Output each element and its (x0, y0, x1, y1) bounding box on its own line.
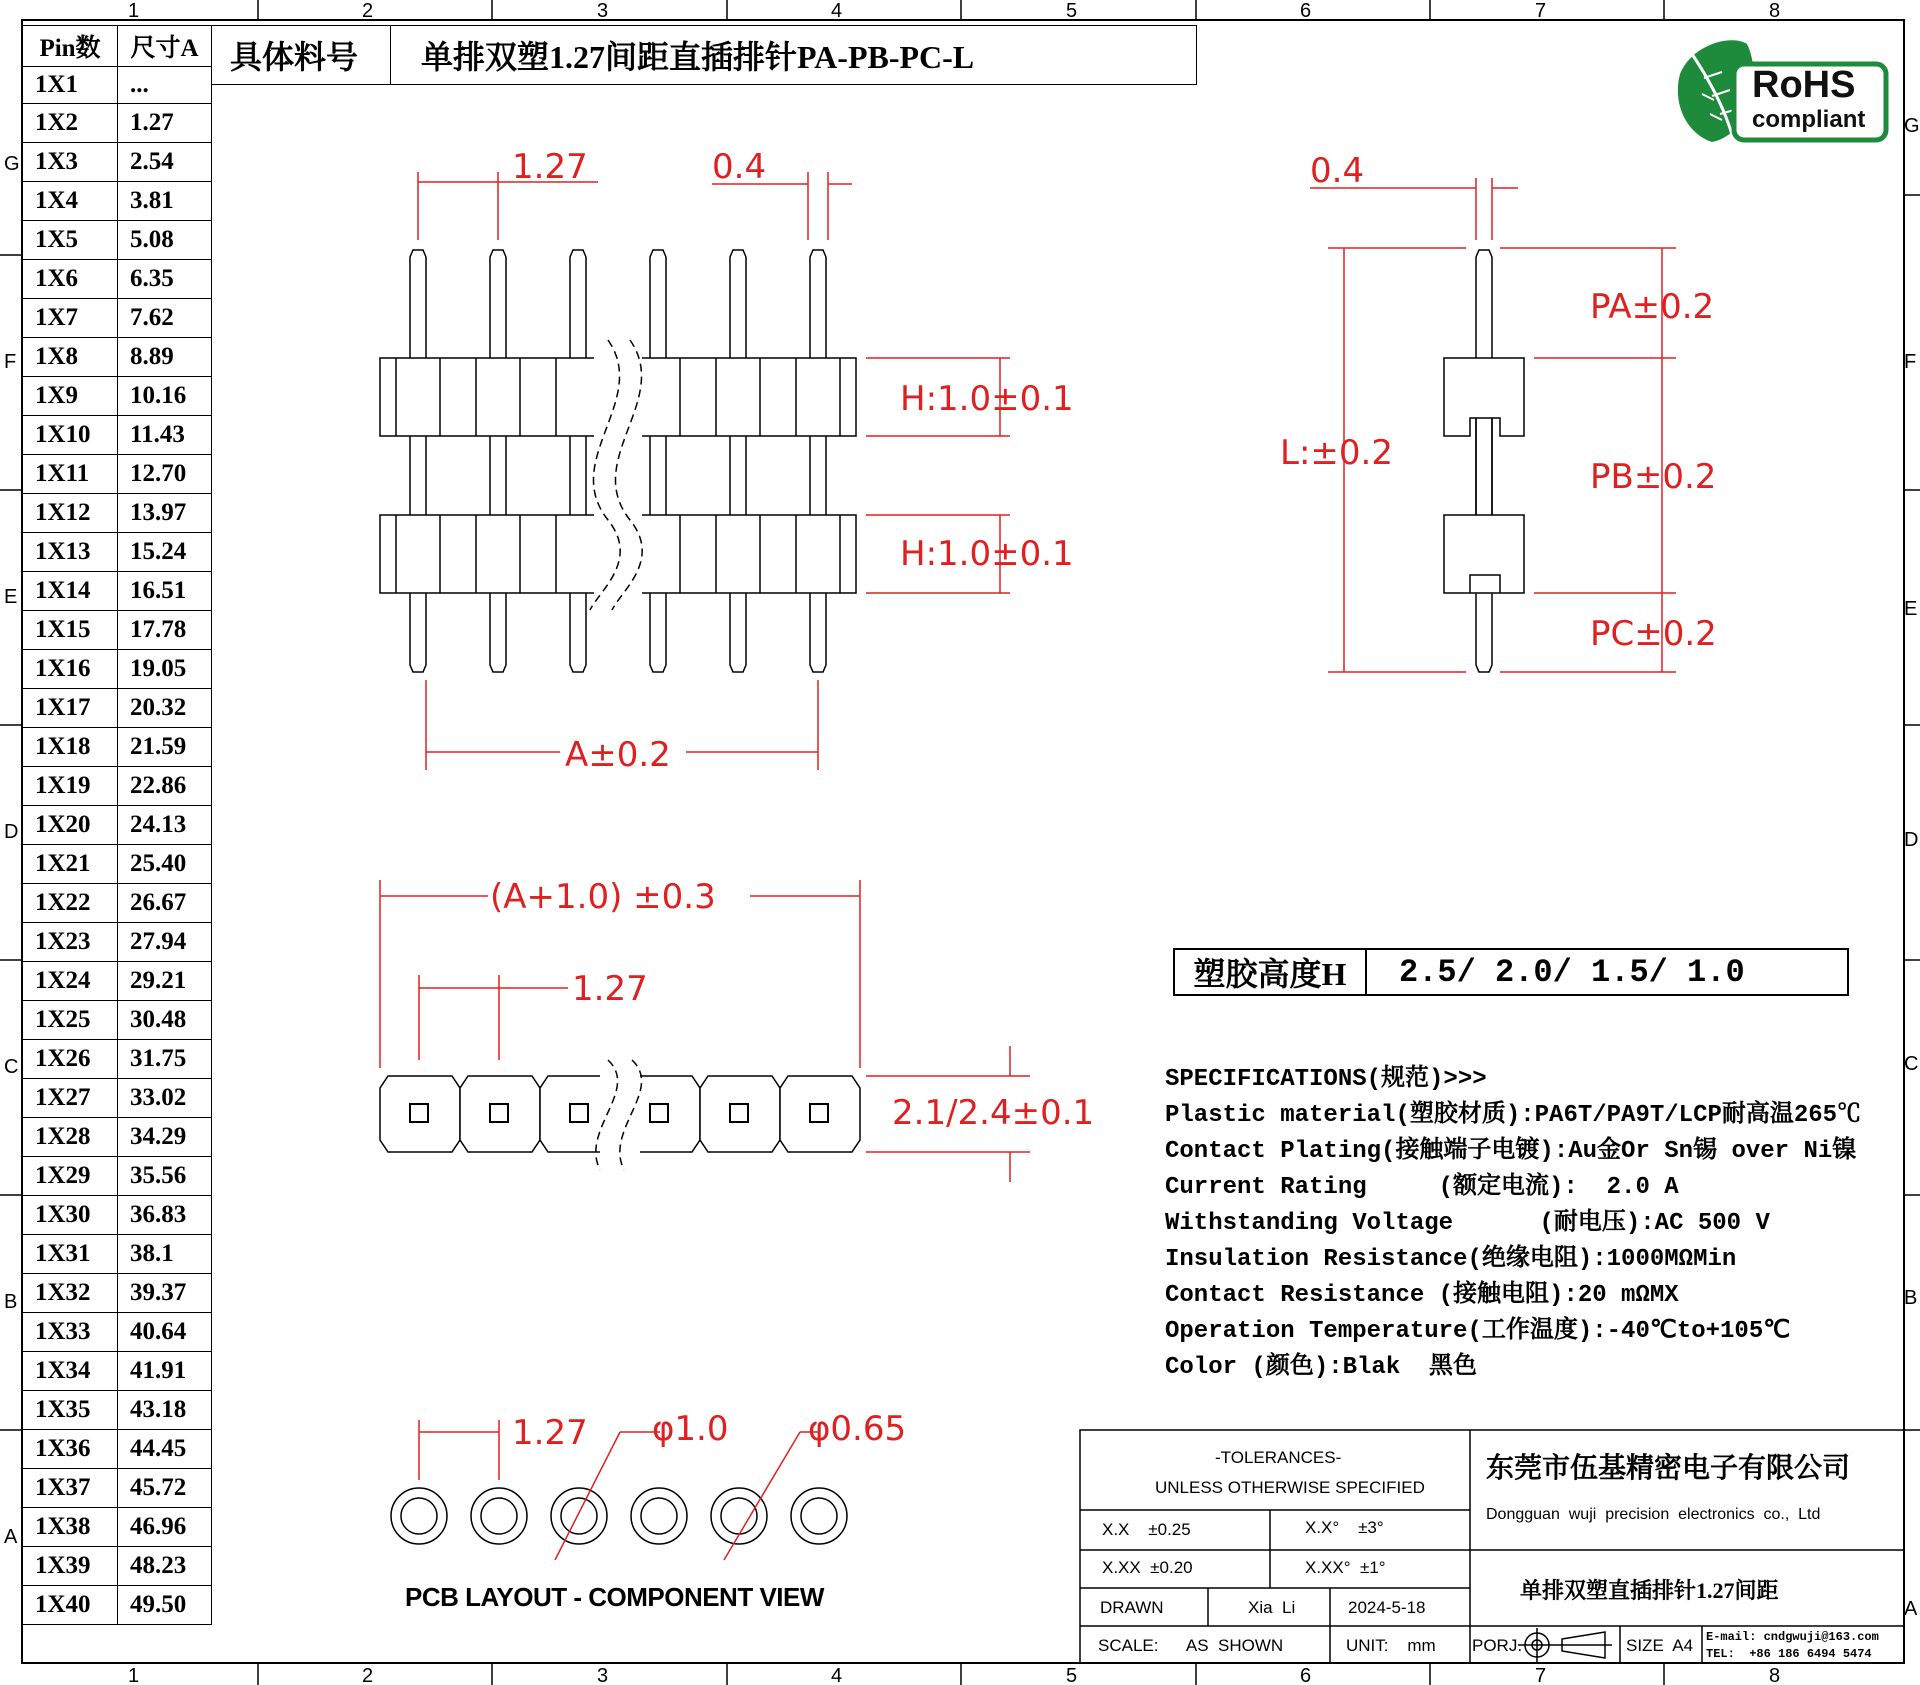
table-row (23, 1352, 212, 1391)
table-row (23, 533, 212, 572)
table-row (23, 728, 212, 767)
pin-count-cell: 1X21 (23, 845, 118, 884)
plastic-height-label: 塑胶高度H (1175, 950, 1367, 994)
pin-count-cell: 1X35 (23, 1391, 118, 1430)
row-label: C (1904, 1053, 1919, 1075)
col-label: 7 (1535, 1665, 1547, 1685)
table-header-pins: Pin数 (23, 26, 118, 67)
size-a-cell: 34.29 (118, 1118, 212, 1157)
dim-pcb-pitch: 1.27 (512, 1413, 588, 1453)
size-a-cell: 27.94 (118, 923, 212, 962)
col-label: 5 (1066, 1665, 1078, 1685)
pcb-layout-title: PCB LAYOUT - COMPONENT VIEW (405, 1582, 824, 1612)
pin-count-cell: 1X5 (23, 221, 118, 260)
frame-labels (4, 0, 1920, 1685)
size-a-cell: 15.24 (118, 533, 212, 572)
size-a-cell: 33.02 (118, 1079, 212, 1118)
contact-email: E-mail: cndgwuji@163.com (1706, 1630, 1879, 1644)
table-row (23, 299, 212, 338)
col-label: 6 (1300, 0, 1312, 22)
spec-line: Insulation Resistance(绝缘电阻):1000MΩMin (1165, 1246, 1737, 1273)
side-view (1444, 250, 1524, 672)
table-row (23, 1313, 212, 1352)
pin-count-cell: 1X26 (23, 1040, 118, 1079)
table-row (23, 260, 212, 299)
size-a-cell: ... (118, 67, 212, 104)
row-label: B (4, 1291, 18, 1313)
row-label: G (1904, 115, 1920, 137)
table-row (23, 806, 212, 845)
size-a-cell: 30.48 (118, 1001, 212, 1040)
size-a-cell: 24.13 (118, 806, 212, 845)
size-a-cell: 36.83 (118, 1196, 212, 1235)
table-row (23, 689, 212, 728)
pin-count-cell: 1X20 (23, 806, 118, 845)
col-label: 8 (1769, 1665, 1781, 1685)
pin-count-cell: 1X25 (23, 1001, 118, 1040)
pin-size-table (22, 25, 212, 1625)
pin-count-cell: 1X3 (23, 143, 118, 182)
row-label: A (1904, 1598, 1918, 1620)
row-label: G (4, 153, 20, 175)
spec-title: SPECIFICATIONS(规范)>>> (1165, 1066, 1487, 1093)
plastic-height-box (1173, 948, 1849, 996)
size-a-cell: 17.78 (118, 611, 212, 650)
table-row (23, 182, 212, 221)
col-label: 2 (362, 1665, 374, 1685)
pin-count-cell: 1X32 (23, 1274, 118, 1313)
dim-top-pitch: 1.27 (572, 969, 648, 1009)
pin-count-cell: 1X33 (23, 1313, 118, 1352)
dim-top-height: 2.1/2.4±0.1 (892, 1093, 1095, 1133)
pin-count-cell: 1X8 (23, 338, 118, 377)
company-name-cn: 东莞市伍基精密电子有限公司 (1486, 1453, 1851, 1484)
dim-a: A±0.2 (565, 735, 671, 775)
table-row (23, 767, 212, 806)
dim-h2: H:1.0±0.1 (900, 534, 1074, 574)
spec-line: Color (颜色):Blak 黑色 (1165, 1354, 1478, 1381)
rohs-subtext: compliant (1752, 106, 1866, 133)
table-row (23, 1430, 212, 1469)
table-row (23, 1157, 212, 1196)
pin-count-cell: 1X16 (23, 650, 118, 689)
col-label: 6 (1300, 1665, 1312, 1685)
size-a-cell: 6.35 (118, 260, 212, 299)
dim-l: L:±0.2 (1280, 433, 1393, 473)
pcb-dim-labels (512, 1409, 906, 1453)
spec-line: Operation Temperature(工作温度):-40℃to+105℃ (1165, 1318, 1791, 1345)
drawn-label: DRAWN (1100, 1598, 1164, 1617)
projection-label: PORJ. (1472, 1636, 1523, 1655)
table-row (23, 67, 212, 104)
table-row (23, 1040, 212, 1079)
rohs-text: RoHS (1752, 64, 1856, 106)
size-a-cell: 19.05 (118, 650, 212, 689)
pin-count-cell: 1X27 (23, 1079, 118, 1118)
table-row (23, 221, 212, 260)
pin-count-cell: 1X18 (23, 728, 118, 767)
pin-count-cell: 1X22 (23, 884, 118, 923)
dim-side-pin-width: 0.4 (1310, 151, 1365, 191)
pcb-dimensions (419, 1420, 820, 1560)
tolerance-xxx-angle: X.XX° ±1° (1305, 1558, 1386, 1577)
pin-count-cell: 1X40 (23, 1586, 118, 1625)
table-row (23, 1274, 212, 1313)
table-row (23, 104, 212, 143)
pin-count-cell: 1X38 (23, 1508, 118, 1547)
tolerance-xx-angle: X.X° ±3° (1305, 1518, 1384, 1537)
tolerance-title: -TOLERANCES- (1215, 1448, 1342, 1467)
dim-pc: PC±0.2 (1590, 614, 1717, 654)
size-a-cell: 10.16 (118, 377, 212, 416)
spec-line: Plastic material(塑胶材质):PA6T/PA9T/LCP耐高温265℃ (1165, 1102, 1862, 1129)
pcb-layout (391, 1488, 847, 1544)
col-label: 3 (597, 1665, 609, 1685)
size-a-cell: 44.45 (118, 1430, 212, 1469)
table-row (23, 884, 212, 923)
size-a-cell: 39.37 (118, 1274, 212, 1313)
row-label: B (1904, 1287, 1918, 1309)
dim-pa: PA±0.2 (1590, 287, 1715, 327)
tolerance-subtitle: UNLESS OTHERWISE SPECIFIED (1155, 1478, 1425, 1497)
front-view-dimensions (418, 172, 1010, 770)
size-a-cell: 12.70 (118, 455, 212, 494)
table-row (23, 416, 212, 455)
size-a-cell: 26.67 (118, 884, 212, 923)
table-row (23, 455, 212, 494)
row-label: A (4, 1526, 18, 1548)
size-a-cell: 49.50 (118, 1586, 212, 1625)
dim-pb: PB±0.2 (1590, 457, 1717, 497)
spec-line: Current Rating (额定电流): 2.0 A (1165, 1174, 1679, 1201)
size-a-cell: 40.64 (118, 1313, 212, 1352)
table-row (23, 572, 212, 611)
row-label: E (4, 586, 18, 608)
dim-h1: H:1.0±0.1 (900, 379, 1074, 419)
pin-count-cell: 1X36 (23, 1430, 118, 1469)
pin-count-cell: 1X23 (23, 923, 118, 962)
tolerance-xx: X.X ±0.25 (1102, 1520, 1191, 1539)
size-a-cell: 43.18 (118, 1391, 212, 1430)
size-a-cell: 29.21 (118, 962, 212, 1001)
table-row (23, 494, 212, 533)
projection-symbol-icon (1518, 1628, 1612, 1662)
col-label: 4 (831, 1665, 843, 1685)
contact-tel: TEL: +86 186 6494 5474 (1706, 1647, 1872, 1661)
size-a-cell: 21.59 (118, 728, 212, 767)
size-a-cell: 2.54 (118, 143, 212, 182)
table-row (23, 338, 212, 377)
table-row (23, 377, 212, 416)
table-row (23, 845, 212, 884)
table-row (23, 143, 212, 182)
col-label: 2 (362, 0, 374, 22)
row-label: C (4, 1056, 19, 1078)
table-row (23, 650, 212, 689)
pin-count-cell: 1X11 (23, 455, 118, 494)
size-a-cell: 25.40 (118, 845, 212, 884)
size-a-cell: 41.91 (118, 1352, 212, 1391)
spec-line: Contact Resistance (接触电阻):20 mΩMX (1165, 1282, 1679, 1309)
row-label: E (1904, 598, 1918, 620)
table-row (23, 1469, 212, 1508)
paper-size: SIZE A4 (1626, 1636, 1694, 1655)
col-label: 8 (1769, 0, 1781, 22)
table-row (23, 1235, 212, 1274)
table-row (23, 1391, 212, 1430)
pin-count-cell: 1X12 (23, 494, 118, 533)
spec-line: Contact Plating(接触端子电镀):Au金Or Sn锡 over Ni镍 (1165, 1138, 1857, 1165)
row-label: D (1904, 829, 1919, 851)
size-a-cell: 45.72 (118, 1469, 212, 1508)
top-view (380, 1060, 860, 1170)
pin-count-cell: 1X1 (23, 67, 118, 104)
col-label: 4 (831, 0, 843, 22)
pin-count-cell: 1X13 (23, 533, 118, 572)
size-a-cell: 5.08 (118, 221, 212, 260)
pin-count-cell: 1X9 (23, 377, 118, 416)
company-name-en: Dongguan wuji precision electronics co., Ltd (1486, 1506, 1821, 1523)
size-a-cell: 7.62 (118, 299, 212, 338)
pin-count-cell: 1X39 (23, 1547, 118, 1586)
row-label: D (4, 821, 19, 843)
dim-pcb-d1: φ1.0 (652, 1409, 729, 1449)
pin-count-cell: 1X10 (23, 416, 118, 455)
size-a-cell: 16.51 (118, 572, 212, 611)
size-a-cell: 22.86 (118, 767, 212, 806)
pin-count-cell: 1X17 (23, 689, 118, 728)
row-label: F (4, 351, 17, 373)
col-label: 1 (128, 1665, 140, 1685)
col-label: 3 (597, 0, 609, 22)
col-label: 7 (1535, 0, 1547, 22)
specifications (1165, 1062, 1861, 1386)
table-row (23, 1001, 212, 1040)
size-a-cell: 31.75 (118, 1040, 212, 1079)
pin-count-cell: 1X28 (23, 1118, 118, 1157)
pin-count-cell: 1X6 (23, 260, 118, 299)
pin-count-cell: 1X15 (23, 611, 118, 650)
part-name: 单排双塑直插排针1.27间距 (1520, 1578, 1779, 1603)
pin-count-cell: 1X31 (23, 1235, 118, 1274)
table-row (23, 1196, 212, 1235)
table-row (23, 1118, 212, 1157)
part-number-value: 单排双塑1.27间距直插排针PA-PB-PC-L (421, 39, 975, 75)
dim-pitch: 1.27 (512, 147, 588, 187)
table-row (23, 611, 212, 650)
side-view-dimensions (1310, 178, 1676, 672)
col-label: 5 (1066, 0, 1078, 22)
table-row (23, 923, 212, 962)
drawn-by: Xia Li (1248, 1598, 1296, 1617)
size-a-cell: 35.56 (118, 1157, 212, 1196)
spec-line: Withstanding Voltage (耐电压):AC 500 V (1165, 1210, 1770, 1237)
unit: UNIT: mm (1346, 1636, 1436, 1655)
size-a-cell: 13.97 (118, 494, 212, 533)
pin-count-cell: 1X2 (23, 104, 118, 143)
part-number-title (212, 25, 1197, 85)
size-a-cell: 20.32 (118, 689, 212, 728)
table-row (23, 1079, 212, 1118)
pin-count-cell: 1X34 (23, 1352, 118, 1391)
size-a-cell: 1.27 (118, 104, 212, 143)
row-label: F (1904, 351, 1917, 373)
rohs-badge (1672, 34, 1890, 146)
front-view (380, 250, 856, 672)
pin-count-cell: 1X30 (23, 1196, 118, 1235)
pin-count-cell: 1X14 (23, 572, 118, 611)
table-row (23, 1547, 212, 1586)
dim-top-len: (A+1.0) ±0.3 (490, 877, 716, 917)
table-header-size: 尺寸A (118, 26, 212, 67)
dim-pin-width: 0.4 (712, 147, 767, 187)
pin-count-cell: 1X29 (23, 1157, 118, 1196)
pin-table-body (23, 67, 212, 1625)
size-a-cell: 48.23 (118, 1547, 212, 1586)
pin-count-cell: 1X24 (23, 962, 118, 1001)
part-number-label: 具体料号 (212, 26, 391, 84)
plastic-height-values: 2.5/ 2.0/ 1.5/ 1.0 (1399, 953, 1745, 991)
size-a-cell: 8.89 (118, 338, 212, 377)
frame-border (22, 20, 1904, 1663)
table-row (23, 1586, 212, 1625)
pin-count-cell: 1X7 (23, 299, 118, 338)
table-row (23, 962, 212, 1001)
pin-count-cell: 1X4 (23, 182, 118, 221)
scale: SCALE: AS SHOWN (1098, 1636, 1284, 1655)
tolerance-xxx: X.XX ±0.20 (1102, 1558, 1193, 1577)
dim-pcb-d2: φ0.65 (808, 1409, 907, 1449)
col-label: 1 (128, 0, 140, 22)
table-row (23, 1508, 212, 1547)
pin-count-cell: 1X19 (23, 767, 118, 806)
size-a-cell: 46.96 (118, 1508, 212, 1547)
size-a-cell: 11.43 (118, 416, 212, 455)
pin-count-cell: 1X37 (23, 1469, 118, 1508)
drawn-date: 2024-5-18 (1348, 1598, 1426, 1617)
size-a-cell: 3.81 (118, 182, 212, 221)
size-a-cell: 38.1 (118, 1235, 212, 1274)
